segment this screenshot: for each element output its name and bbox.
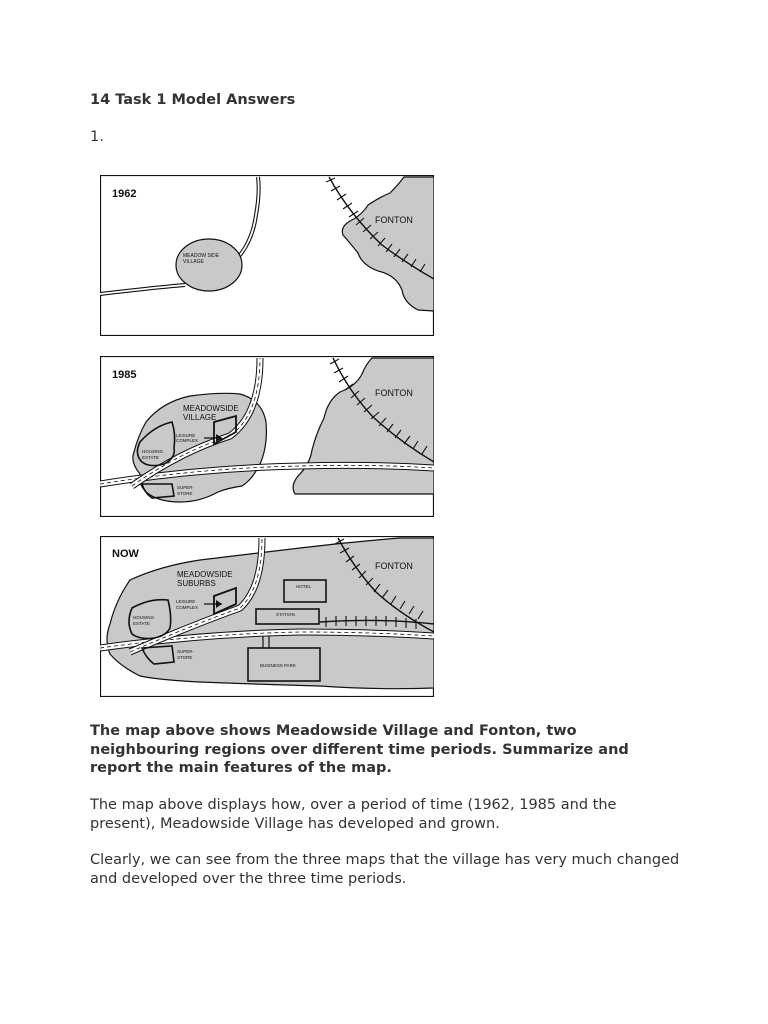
leisure-label: LEISURE [176,599,196,604]
superstore-label: STORE [177,491,193,496]
map-1985 [100,356,434,517]
answer-paragraph-1: The map above displays how, over a period of time (1962, 1985 and the present), Meadowside Village has developed and grown. [90,797,617,832]
map-year-label: 1985 [112,369,137,381]
map-now [100,536,434,697]
station-label: STATION [276,612,295,617]
meadowside-village-1962 [176,239,242,291]
village-label: VILLAGE [183,413,217,422]
village-label: VILLAGE [183,259,204,265]
business-park-label: BUSINESS PARK [260,663,296,668]
superstore-label: STORE [177,655,193,660]
map-year-label: 1962 [112,188,137,200]
housing-label: HOUSING [142,449,164,454]
question-text: The map above shows Meadowside Village and Fonton, two neighbouring regions over different time periods. Summarize and report the main features of the map. [90,723,629,776]
map-1962-drawing [100,175,434,336]
fonton-label: FONTON [375,388,413,398]
suburbs-label: MEADOWSIDE [177,570,233,579]
fonton-label: FONTON [375,561,413,571]
leisure-label: COMPLEX [176,438,199,443]
housing-label: HOUSING [133,615,155,620]
map-now-drawing [100,536,434,697]
superstore-label: SUPER- [177,485,195,490]
village-label: MEADOW SIDE [183,253,220,259]
housing-label: ESTATE [142,455,159,460]
leisure-label: COMPLEX [176,605,199,610]
suburbs-label: SUBURBS [177,579,216,588]
village-label: MEADOWSIDE [183,404,239,413]
map-1962 [100,175,434,336]
housing-label: ESTATE [133,621,150,626]
hotel-label: HOTEL [296,584,312,589]
fonton-label: FONTON [375,215,413,225]
superstore-label: SUPER- [177,649,195,654]
map-1985-drawing [100,356,434,517]
item-number: 1. [90,129,104,145]
answer-paragraph-2: Clearly, we can see from the three maps that the village has very much changed and developed over the three time periods. [90,852,680,887]
map-year-label: NOW [112,548,139,560]
leisure-label: LEISURE [176,433,196,438]
document-heading: 14 Task 1 Model Answers [90,92,296,108]
